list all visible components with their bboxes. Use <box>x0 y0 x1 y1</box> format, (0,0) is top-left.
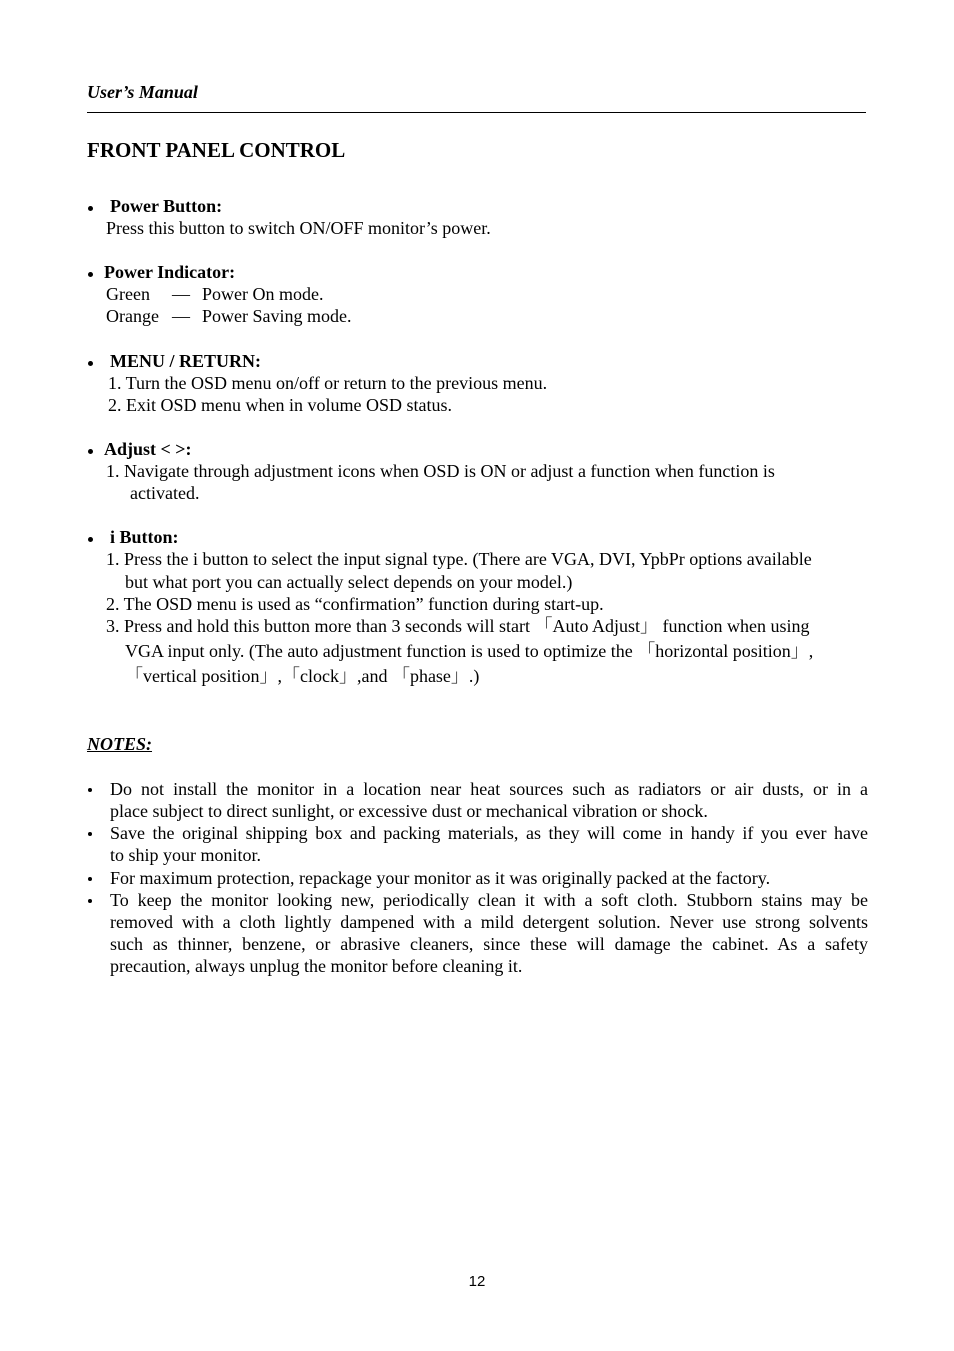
note-2-line-1: Save the original shipping box and packing materials, as they will come in handy if you ever have <box>110 823 868 843</box>
note-4-line-3: such as thinner, benzene, or abrasive cleaners, since these will damage the cabinet. As a safety <box>110 934 868 954</box>
menu-return-item-1: 1. Turn the OSD menu on/off or return to the previous menu. <box>108 373 548 393</box>
section-title: FRONT PANEL CONTROL <box>87 138 346 162</box>
power-button-desc: Press this button to switch ON/OFF monitor’s power. <box>106 218 491 238</box>
power-button-label: Power Button: <box>110 196 223 216</box>
i-button-item-2: 2. The OSD menu is used as “confirmation” function during start-up. <box>106 594 604 614</box>
i-button-label: i Button: <box>110 527 179 547</box>
adjust-item-1-line-2: activated. <box>130 483 200 503</box>
note-4-line-2: removed with a cloth lightly dampened with a mild detergent solution. Never use strong solvents <box>110 912 868 932</box>
header-title: User’s Manual <box>87 82 198 102</box>
menu-return-item-2: 2. Exit OSD menu when in volume OSD status. <box>108 395 452 415</box>
bullet-icon <box>88 832 92 836</box>
green-desc: Power On mode. <box>202 284 324 304</box>
bullet-icon <box>88 788 92 792</box>
adjust-item-1-line-1: 1. Navigate through adjustment icons when OSD is ON or adjust a function when function is <box>106 461 775 481</box>
green-dash: — <box>172 284 190 304</box>
page-number: 12 <box>468 1273 486 1290</box>
note-4-line-4: precaution, always unplug the monitor before cleaning it. <box>110 956 523 976</box>
i-button-item-1-line-2: but what port you can actually select depends on your model.) <box>125 572 573 592</box>
i-button-item-3-line-2: VGA input only. (The auto adjustment function is used to optimize the 「horizontal position」, <box>125 641 814 661</box>
orange-desc: Power Saving mode. <box>202 306 352 326</box>
power-indicator-label: Power Indicator: <box>104 262 236 282</box>
bullet-icon <box>88 361 93 366</box>
bullet-icon <box>88 537 93 542</box>
menu-return-label: MENU / RETURN: <box>110 351 261 371</box>
note-3-line-1: For maximum protection, repackage your monitor as it was originally packed at the factory. <box>110 868 771 888</box>
note-4-line-1: To keep the monitor looking new, periodically clean it with a soft cloth. Stubborn stains may be <box>110 890 868 910</box>
green-label: Green <box>106 284 150 304</box>
header-rule <box>87 112 866 113</box>
bullet-icon <box>88 206 93 211</box>
note-2-line-2: to ship your monitor. <box>110 845 262 865</box>
orange-dash: — <box>172 306 190 326</box>
note-1-line-1: Do not install the monitor in a location near heat sources such as radiators or air dusts, or in a <box>110 779 868 799</box>
bullet-icon <box>88 449 93 454</box>
note-1-line-2: place subject to direct sunlight, or excessive dust or mechanical vibration or shock. <box>110 801 708 821</box>
bullet-icon <box>88 272 93 277</box>
notes-title: NOTES: <box>87 734 153 754</box>
bullet-icon <box>88 877 92 881</box>
i-button-item-1-line-1: 1. Press the i button to select the input signal type. (There are VGA, DVI, YpbPr options available <box>106 549 812 569</box>
i-button-item-3-line-1: 3. Press and hold this button more than 3 seconds will start 「Auto Adjust」 function when using <box>106 616 810 636</box>
i-button-item-3-line-3: 「vertical position」,「clock」,and 「phase」.) <box>125 666 480 686</box>
bullet-icon <box>88 899 92 903</box>
orange-label: Orange <box>106 306 159 326</box>
adjust-label: Adjust < >: <box>104 439 192 459</box>
